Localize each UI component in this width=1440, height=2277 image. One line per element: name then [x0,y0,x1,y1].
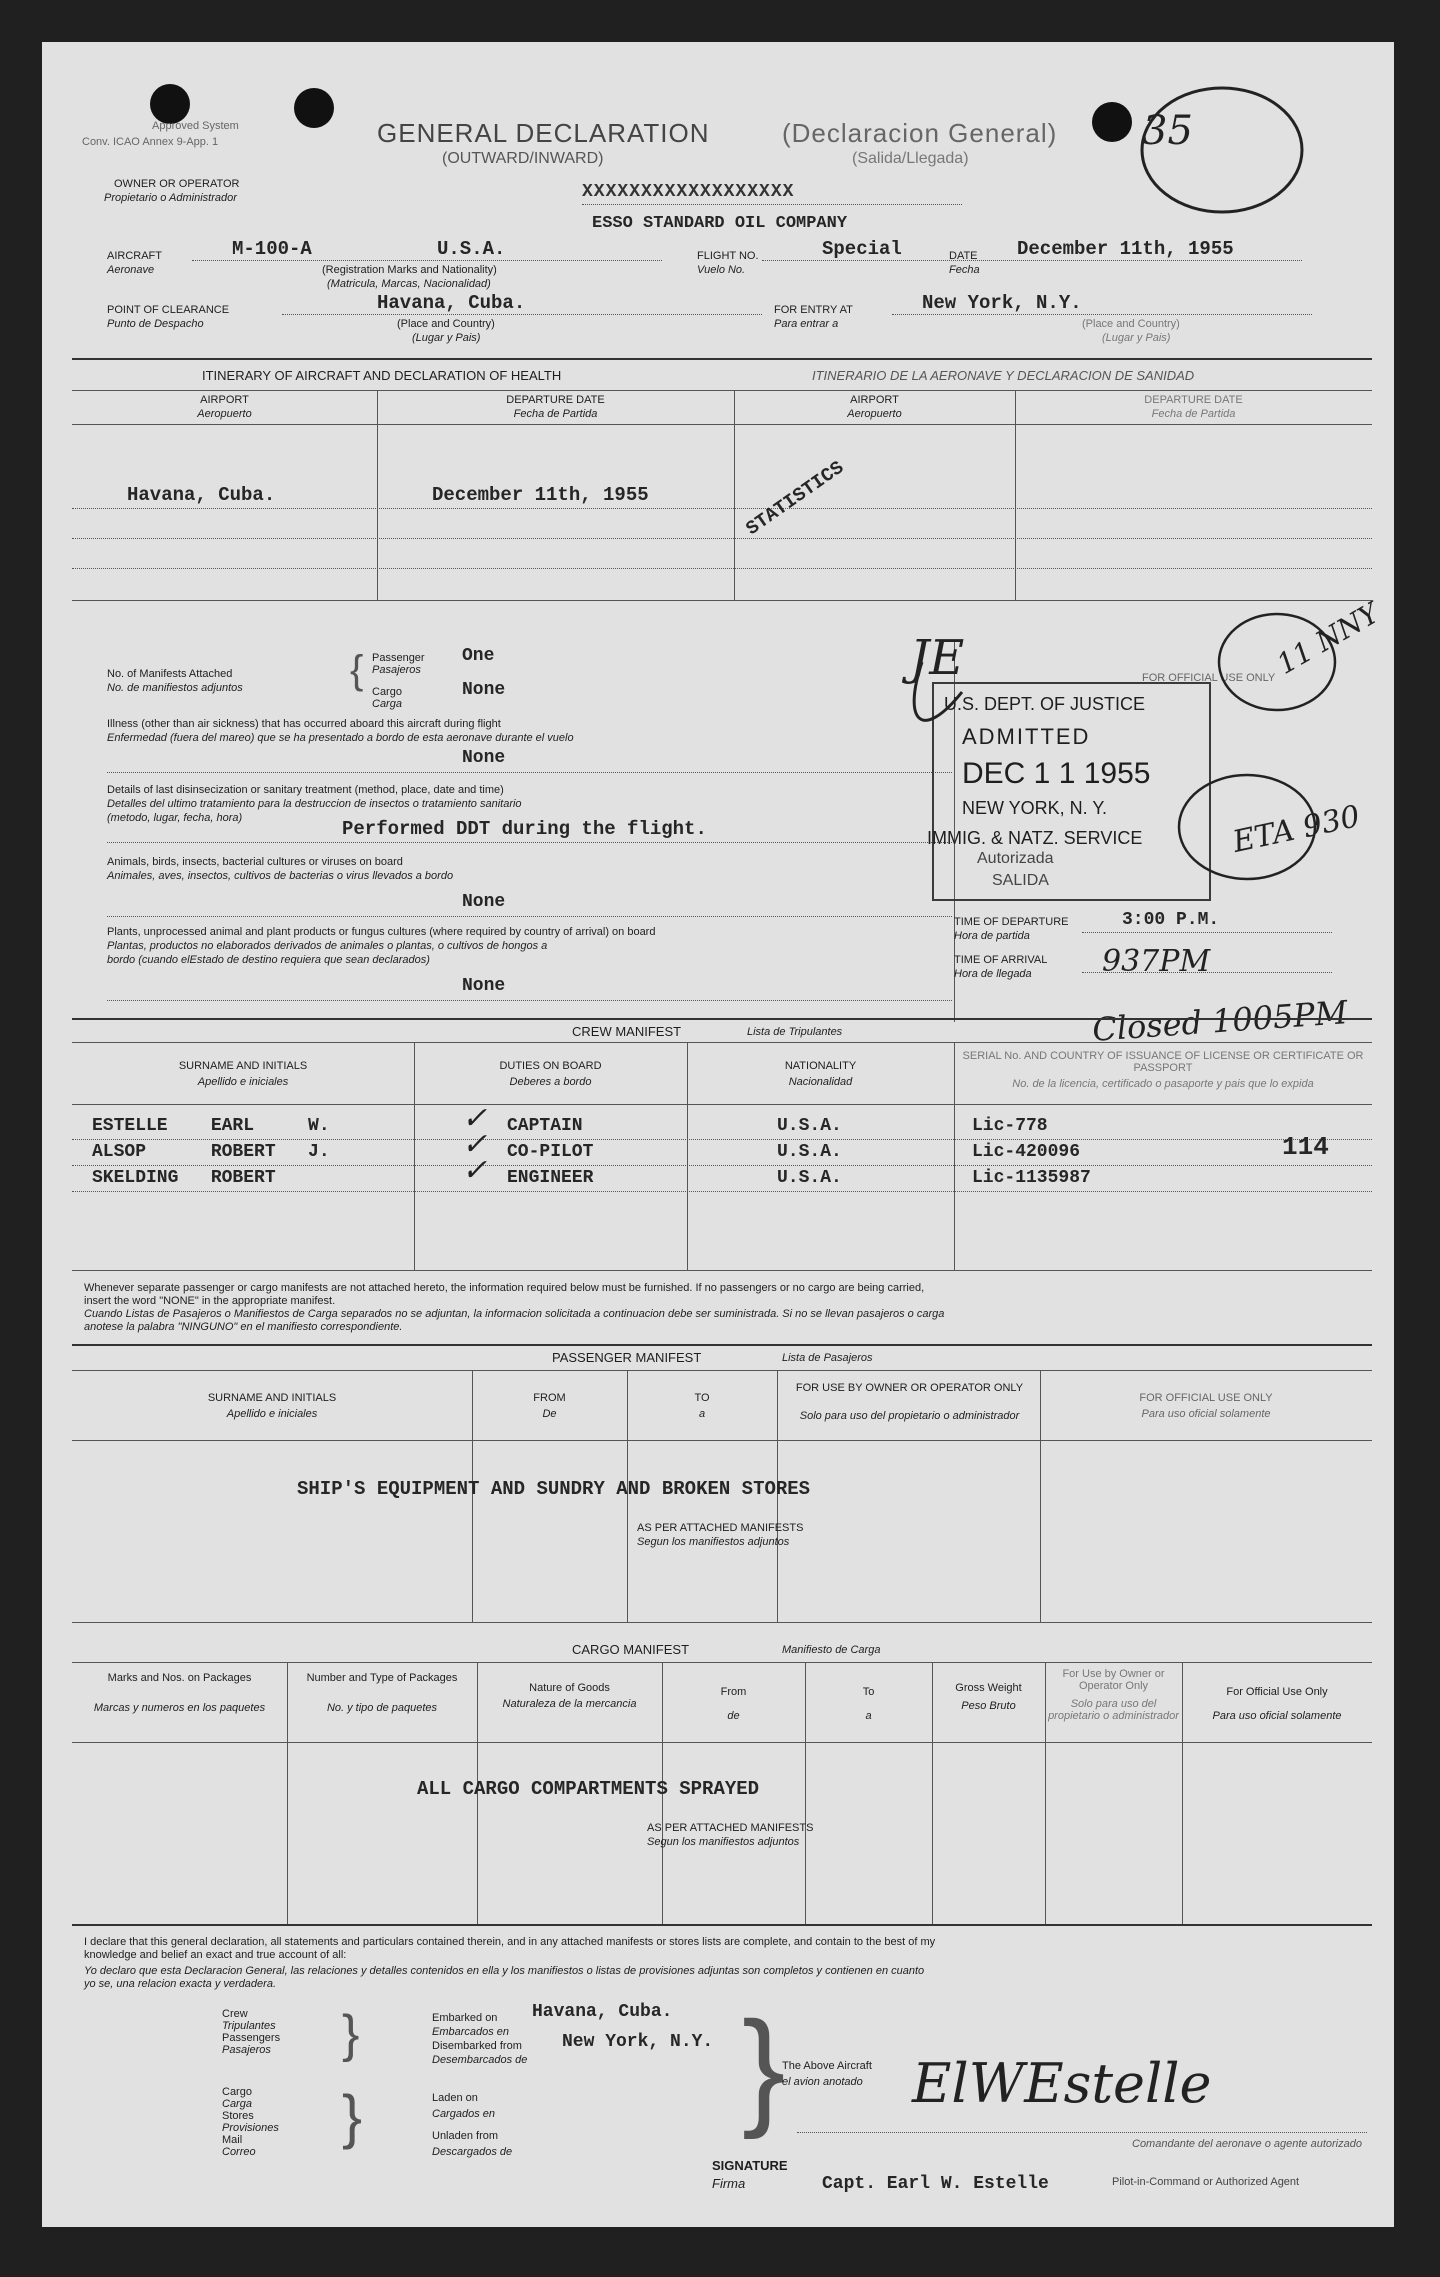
crew-duty-2: CO-PILOT [507,1142,594,1162]
disinsect-label: Details of last disinsecization or sanitary treatment (method, place, date and time) [107,784,504,796]
decl-brace-1: } [342,2005,360,2063]
passenger-col-to-es: a [698,1408,706,1420]
clearance-value: Havana, Cuba. [377,292,526,314]
aircraft-label-es: Aeronave [107,264,155,276]
place-caption-es: (Lugar y Pais) [412,332,481,344]
owner-value: ESSO STANDARD OIL COMPANY [592,214,848,233]
nationality-value: U.S.A. [437,238,506,260]
crew-heading-es: Lista de Tripulantes [747,1026,843,1038]
flight-label-es: Vuelo No. [697,264,746,276]
decl-big-brace: } [742,1994,786,2140]
passenger-col-from: FROM [533,1392,566,1404]
owner-strikethrough: XXXXXXXXXXXXXXXXXX [582,182,795,202]
arr-time-value: 937PM [1102,944,1211,979]
animals-value: None [462,892,506,912]
manifests-label-es: No. de manifiestos adjuntos [107,682,243,694]
stamp-salida: SALIDA [992,872,1049,889]
decl-passengers: Passengers [222,2032,281,2044]
decl-unladen-es: Descargados de [432,2146,513,2158]
owner-label-es: Propietario o Administrador [104,192,237,204]
place2-caption: (Place and Country) [1082,318,1180,330]
passenger-content: SHIP'S EQUIPMENT AND SUNDRY AND BROKEN STORES [297,1478,811,1500]
page-subtitle-es: (Salida/Llegada) [852,150,969,167]
cargo-col-to-es: a [865,1710,872,1722]
cargo-content: ALL CARGO COMPARTMENTS SPRAYED [417,1778,760,1800]
cargo-col-weight-es: Peso Bruto [961,1700,1016,1712]
itinerary-airport-value: Havana, Cuba. [127,484,276,506]
decl-role-es: Comandante del aeronave o agente autorizado [1132,2138,1362,2150]
illness-value: None [462,748,506,768]
officer-initials: JE [910,630,965,686]
decl-embarked-value: Havana, Cuba. [532,2002,673,2022]
owner-label: OWNER OR OPERATOR [114,178,240,190]
crew-col-surname: SURNAME AND INITIALS [178,1060,308,1072]
plants-label-es: Plantas, productos no elaborados derivados de animales o plantas, o cultivos de hongos a [107,940,548,952]
illness-label-es: Enfermedad (fuera del mareo) que se ha presentado a bordo de esta aeronave durante el vuelo [107,732,574,744]
cargo-heading: CARGO MANIFEST [572,1642,690,1657]
approved-label: Approved System [152,120,239,132]
decl-disembarked-es: Desembarcados de [432,2054,528,2066]
date-label-es: Fecha [949,264,980,276]
crew-name-1: ESTELLE EARL W. [92,1116,330,1136]
decl-crew: Crew [222,2008,248,2020]
closed-note: Closed 1005PM [1090,993,1349,1049]
arr-time-label: TIME OF ARRIVAL [954,954,1048,966]
entry-label: FOR ENTRY AT [774,304,853,316]
aircraft-value: M-100-A [232,238,312,260]
passenger-attached: AS PER ATTACHED MANIFESTS [637,1522,804,1534]
stamp-service: IMMIG. & NATZ. SERVICE [927,828,1143,848]
stamp-city: NEW YORK, N. Y. [962,798,1108,818]
passenger-col-to: TO [694,1392,710,1404]
crew-col-duties: DUTIES ON BOARD [499,1060,602,1072]
cargo-col-to: To [862,1686,875,1698]
decl-above: The Above Aircraft [782,2060,872,2072]
declaration-line-1: I declare that this general declaration, all statements and particulars contained therein, and in any attached manifests or stores lists are complete, and contain to the best of my [84,1936,936,1948]
crew-heading: CREW MANIFEST [572,1024,682,1039]
decl-role: Pilot-in-Command or Authorized Agent [1112,2176,1300,2188]
manifests-label: No. of Manifests Attached [107,668,233,680]
animals-label-es: Animales, aves, insectos, cultivos de bacterias o virus llevados a bordo [107,870,454,882]
disinsect-label-es: Detalles del ultimo tratamiento para la destruccion de insectos o tratamiento sanitario [107,798,522,810]
cargo-col-nature: Nature of Goods [529,1682,610,1694]
entry-label-es: Para entrar a [774,318,839,330]
decl-disembarked: Disembarked from [432,2040,522,2052]
crew-col-nationality-es: Nacionalidad [788,1076,853,1088]
check-marks: ✓ ✓ ✓ [462,1101,488,1188]
registration-caption: (Registration Marks and Nationality) [322,264,497,276]
official-use-label: FOR OFFICIAL USE ONLY [1142,672,1276,684]
flight-value: Special [822,238,902,260]
declaration-sheet [42,42,1394,2227]
passenger-col-official: FOR OFFICIAL USE ONLY [1139,1392,1273,1404]
passenger-heading-es: Lista de Pasajeros [782,1352,873,1364]
decl-disembarked-value: New York, N.Y. [562,2032,714,2052]
cargo-col-nature-es: Naturaleza de la mercancia [502,1698,637,1710]
passenger-col-owner: FOR USE BY OWNER OR OPERATOR ONLY [795,1382,1024,1394]
crew-col-duties-es: Deberes a bordo [509,1076,592,1088]
entry-value: New York, N.Y. [922,292,1082,314]
notice-line-4: anotese la palabra "NINGUNO" en el manifiesto correspondiente. [84,1321,403,1333]
disinsect-label-es2: (metodo, lugar, fecha, hora) [107,812,243,824]
decl-above-es: el avion anotado [782,2076,863,2088]
cargo-col-owner-es: Solo para uso del propietario o administrador [1048,1698,1179,1722]
crew-nat-3: U.S.A. [777,1168,842,1188]
decl-embarked-es: Embarcados en [432,2026,510,2038]
decl-laden-es: Cargados en [432,2108,495,2120]
plants-label: Plants, unprocessed animal and plant products or fungus cultures (where required by country of arrival) on board [107,926,656,938]
arr-time-label-es: Hora de llegada [954,968,1032,980]
crew-col-license: SERIAL No. AND COUNTRY OF ISSUANCE OF LICENSE OR CERTIFICATE OR PASSPORT [962,1050,1364,1074]
cargo-label-es: Carga [372,698,402,710]
cargo-col-from-es: de [727,1710,740,1722]
decl-embarked: Embarked on [432,2012,498,2024]
place-caption: (Place and Country) [397,318,495,330]
declaration-line-3: Yo declaro que esta Declaracion General, las relaciones y detalles contenidos en ella y los manifiestos o listas de provisiones adjuntas son completos y contienen en cuanto [84,1965,925,1977]
crew-col-surname-es: Apellido e iniciales [197,1076,289,1088]
col-airport: AIRPORT [200,394,249,406]
crew-duty-3: ENGINEER [507,1168,594,1188]
cargo-col-from: From [720,1686,747,1698]
cargo-attached: AS PER ATTACHED MANIFESTS [647,1822,814,1834]
crew-nat-2: U.S.A. [777,1142,842,1162]
page-title-es: (Declaracion General) [782,118,1058,148]
signer-name: Capt. Earl W. Estelle [822,2174,1049,2194]
passenger-label: Passenger [372,652,425,664]
passenger-col-official-es: Para uso oficial solamente [1141,1408,1271,1420]
declaration-line-4: yo se, una relacion exacta y verdadera. [84,1978,277,1990]
illness-label: Illness (other than air sickness) that has occurred aboard this aircraft during flight [107,718,501,730]
cargo-col-number-es: No. y tipo de paquetes [326,1702,438,1714]
plants-value: None [462,976,506,996]
passenger-label-es: Pasajeros [372,664,421,676]
clearance-label-es: Punto de Despacho [107,318,204,330]
decl-unladen: Unladen from [432,2130,499,2142]
decl-stores-es: Provisiones [222,2122,279,2134]
signoff-circle [1219,614,1335,710]
signature-stroke [914,662,962,720]
col-departure: DEPARTURE DATE [506,394,605,406]
passenger-heading: PASSENGER MANIFEST [552,1350,702,1365]
date-value: December 11th, 1955 [1017,238,1234,260]
aircraft-label: AIRCRAFT [107,250,162,262]
cargo-col-owner: For Use by Owner or Operator Only [1062,1668,1165,1692]
signature-label-es: Firma [712,2176,746,2191]
cargo-manifests-value: None [462,680,506,700]
passenger-col-owner-es: Solo para uso del propietario o administrador [799,1410,1020,1422]
decl-cargo-es: Carga [222,2098,252,2110]
decl-brace-2: } [342,2083,363,2150]
passenger-col-surname: SURNAME AND INITIALS [207,1392,337,1404]
dep-time-label-es: Hora de partida [954,930,1030,942]
cargo-col-marks: Marks and Nos. on Packages [107,1672,252,1684]
icao-label: Conv. ICAO Annex 9-App. 1 [82,136,219,148]
crew-col-license-es: No. de la licencia, certificado o pasaporte y pais que lo expida [1012,1078,1314,1090]
declaration-line-2: knowledge and belief an exact and true account of all: [84,1949,347,1961]
col-airport-es: Aeropuerto [197,408,252,420]
plants-label-es2: bordo (cuando elEstado de destino requiera que sean declarados) [107,954,430,966]
dep-time-label: TIME OF DEPARTURE [954,916,1069,928]
cargo-col-official: For Official Use Only [1226,1686,1328,1698]
date-label: DATE [949,250,978,262]
passenger-manifests-value: One [462,646,495,666]
stamp-dept: U.S. DEPT. OF JUSTICE [944,694,1146,714]
cargo-attached-es: Segun los manifiestos adjuntos [647,1836,800,1848]
decl-stores: Stores [222,2110,254,2122]
itinerary-heading-es: ITINERARIO DE LA AERONAVE Y DECLARACION DE SANIDAD [812,368,1195,383]
decl-mail-es: Correo [222,2146,256,2158]
clearance-label: POINT OF CLEARANCE [107,304,230,316]
circled-number: 35 [1142,108,1193,154]
dep-time-value: 3:00 P.M. [1122,910,1220,930]
circle-annotation [1142,88,1302,212]
signoff-note: 11 NNY [1271,596,1385,681]
animals-label: Animals, birds, insects, bacterial cultures or viruses on board [107,856,403,868]
col-departure-2: DEPARTURE DATE [1144,394,1243,406]
passenger-attached-es: Segun los manifiestos adjuntos [637,1536,790,1548]
decl-mail: Mail [222,2134,243,2146]
page-subtitle: (OUTWARD/INWARD) [442,150,604,167]
crew-name-2: ALSOP ROBERT J. [92,1142,330,1162]
stamp-autorizada: Autorizada [977,850,1054,867]
notice-line-2: insert the word "NONE" in the appropriate manifest. [84,1295,336,1307]
cargo-col-official-es: Para uso oficial solamente [1212,1710,1342,1722]
cargo-heading-es: Manifiesto de Carga [782,1644,881,1656]
brace: { [350,648,364,692]
crew-nat-1: U.S.A. [777,1116,842,1136]
decl-crew-es: Tripulantes [222,2020,276,2032]
captain-signature: ElWEstelle [912,2052,1212,2115]
place2-caption-es: (Lugar y Pais) [1102,332,1171,344]
itinerary-date-value: December 11th, 1955 [432,484,649,506]
col-departure-2-es: Fecha de Partida [1151,408,1236,420]
eta-circle [1179,775,1315,879]
itinerary-heading: ITINERARY OF AIRCRAFT AND DECLARATION OF HEALTH [202,368,562,383]
decl-laden: Laden on [432,2092,478,2104]
signature-label: SIGNATURE [712,2158,788,2173]
disinsect-value: Performed DDT during the flight. [342,818,707,840]
flight-label: FLIGHT NO. [697,250,759,262]
cargo-label: Cargo [372,686,402,698]
passenger-col-surname-es: Apellido e iniciales [226,1408,318,1420]
crew-duty-1: CAPTAIN [507,1116,583,1136]
crew-lic-1: Lic-778 [972,1116,1048,1136]
col-departure-es: Fecha de Partida [513,408,598,420]
cargo-col-weight: Gross Weight [955,1682,1022,1694]
crew-name-3: SKELDING ROBERT [92,1168,276,1188]
stamp-admitted: ADMITTED [962,724,1091,749]
registration-caption-es: (Matricula, Marcas, Nacionalidad) [327,278,491,290]
crew-lic-2: Lic-420096 [972,1142,1081,1162]
passenger-col-from-es: De [542,1408,557,1420]
eta-note: ETA 930 [1229,798,1363,861]
decl-passengers-es: Pasajeros [222,2044,271,2056]
cargo-col-marks-es: Marcas y numeros en los paquetes [93,1702,266,1714]
crew-lic-3: Lic-1135987 [972,1168,1091,1188]
notice-line-3: Cuando Listas de Pasajeros o Manifiestos de Carga separados no se adjuntan, la informacion solicitada a continuacion debe ser suministrada. Si no se llevan pasajeros o carga [84,1308,945,1320]
col-airport-2-es: Aeropuerto [847,408,902,420]
page-title: GENERAL DECLARATION [377,118,710,148]
stamp-date: DEC 1 1 1955 [962,757,1151,790]
crew-col-nationality: NATIONALITY [784,1060,857,1072]
statistics-stamp: STATISTICS [742,456,849,541]
notice-line-1: Whenever separate passenger or cargo manifests are not attached hereto, the information required below must be furnished. If no passengers or no cargo are being carried, [84,1282,925,1294]
cargo-col-number: Number and Type of Packages [306,1672,458,1684]
col-airport-2: AIRPORT [850,394,899,406]
crew-side-number: 114 [1282,1132,1329,1162]
annotation-overlay [42,42,1394,2227]
decl-cargo: Cargo [222,2086,252,2098]
